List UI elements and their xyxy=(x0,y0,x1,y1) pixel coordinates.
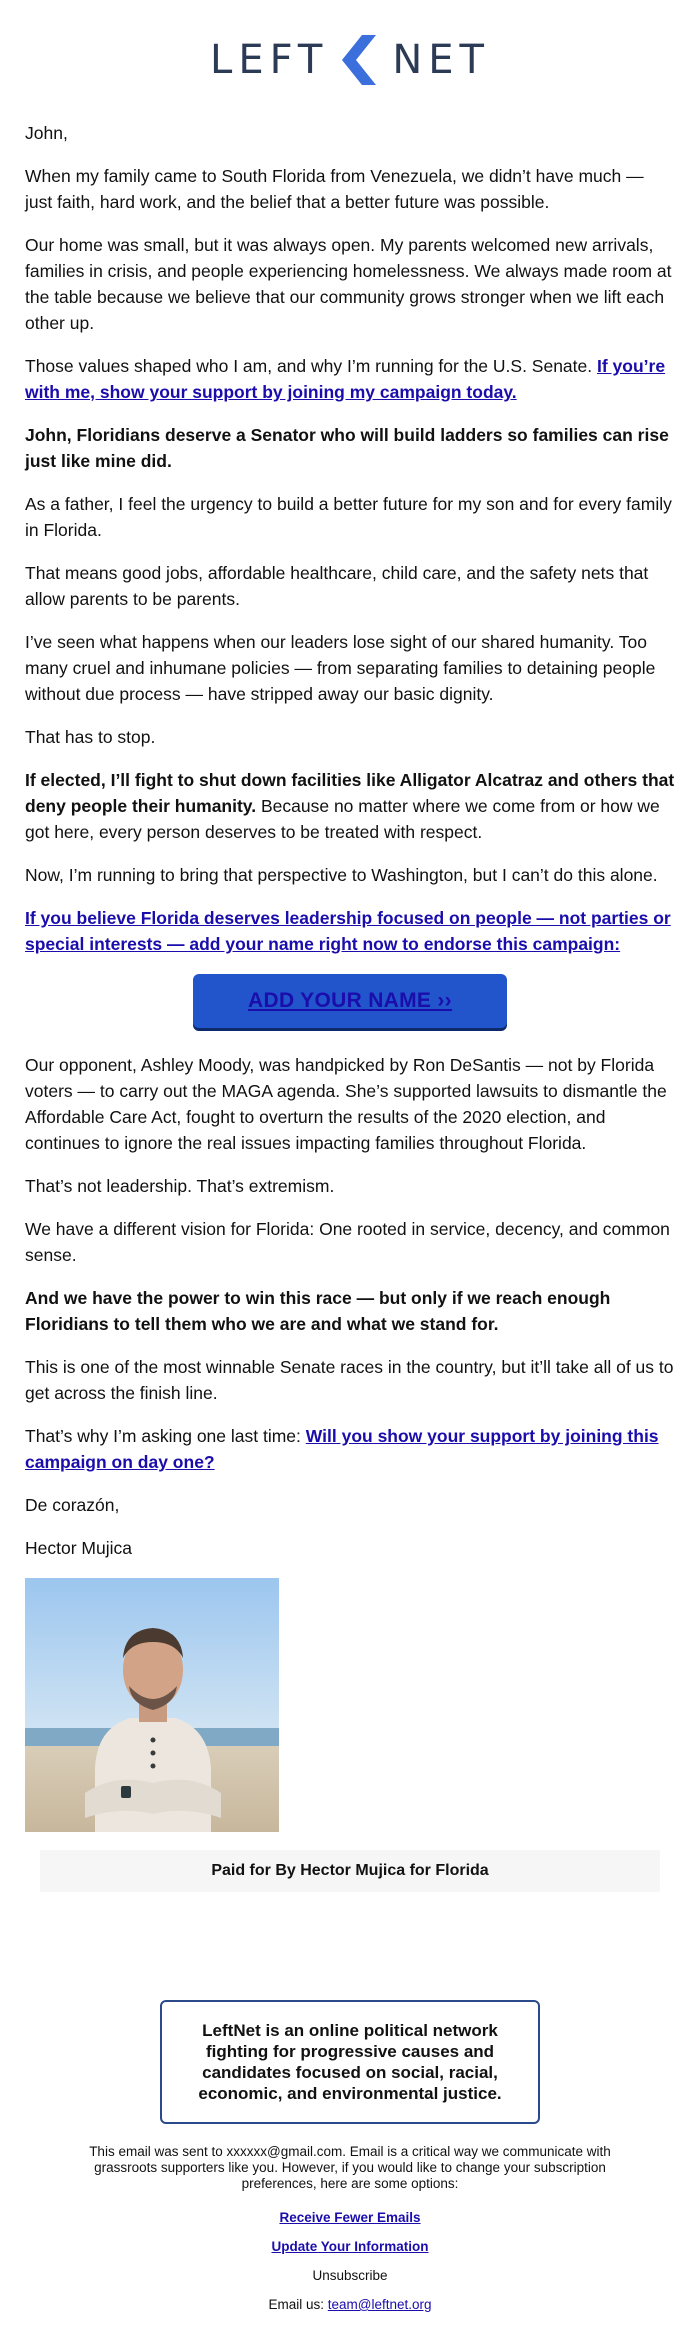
email-us-label: Email us: xyxy=(268,2297,324,2312)
paragraph: I’ve seen what happens when our leaders lose sight of our shared humanity. Too many cruel and inhumane policies — from separating families to detaining people without due process — have stripped away our basic dignity. xyxy=(25,632,656,704)
greeting: John, xyxy=(25,123,68,143)
paragraph: That’s not leadership. That’s extremism. xyxy=(25,1176,335,1196)
about-box: LeftNet is an online political network fighting for progressive causes and candidates focused on social, racial, economic, and environmental justice. xyxy=(160,2000,540,2124)
paragraph-text: That’s why I’m asking one last time: xyxy=(25,1426,301,1446)
logo-word-left: LEFT xyxy=(210,37,329,83)
paid-for-disclaimer: Paid for By Hector Mujica for Florida xyxy=(40,1850,660,1892)
paragraph: When my family came to South Florida from Venezuela, we didn’t have much — just faith, hard work, and the belief that a better future was possible. xyxy=(25,166,644,212)
endorse-campaign-link[interactable]: If you believe Florida deserves leadership focused on people — not parties or special interests — add your name right now to endorse this campaign: xyxy=(25,908,671,954)
paragraph xyxy=(25,422,675,474)
footer xyxy=(0,2144,700,2313)
paragraph: Our opponent, Ashley Moody, was handpicked by Ron DeSantis — not by Florida voters — to carry out the MAGA agenda. She’s supported lawsuits to dismantle the Affordable Care Act, fought to overturn the results of the 2020 election, and continues to ignore the real issues impacting families throughout Florida. xyxy=(25,1055,667,1153)
update-information-link[interactable]: Update Your Information xyxy=(271,2239,429,2254)
email-us-line xyxy=(60,2297,640,2313)
candidate-photo xyxy=(25,1578,279,1832)
logo-word-right: NET xyxy=(392,37,490,83)
paragraph: That has to stop. xyxy=(25,727,156,747)
bold-statement: John, Floridians deserve a Senator who will build ladders so families can rise just like mine did. xyxy=(25,425,669,471)
footer-note: This email was sent to xxxxxx@gmail.com. Email is a critical way we communicate with grassroots supporters like you. However, if you would like to change your subscription preferences, here are some options: xyxy=(89,2144,611,2191)
paragraph-text: Those values shaped who I am, and why I’m running for the U.S. Senate. xyxy=(25,356,593,376)
chevron-left-icon xyxy=(342,35,378,85)
email-address-link[interactable]: team@leftnet.org xyxy=(327,2297,432,2312)
add-your-name-button[interactable]: ADD YOUR NAME ›› xyxy=(193,974,507,1028)
paragraph: This is one of the most winnable Senate races in the country, but it’ll take all of us to get across the finish line. xyxy=(25,1357,674,1403)
unsubscribe-link[interactable]: Unsubscribe xyxy=(312,2268,388,2283)
paragraph: We have a different vision for Florida: One rooted in service, decency, and common sense. xyxy=(25,1219,670,1265)
letter-body xyxy=(0,120,700,1561)
paragraph xyxy=(25,353,675,405)
paragraph-text: Because no matter where we come from or how we got here, every person deserves to be treated with respect. xyxy=(25,796,660,842)
paragraph: Our home was small, but it was always open. My parents welcomed new arrivals, families in crisis, and people experiencing homelessness. We always made room at the table because we believe that our community grows stronger when we lift each other up. xyxy=(25,235,672,333)
paragraph xyxy=(25,1285,675,1337)
paragraph xyxy=(25,767,675,845)
join-day-one-link[interactable]: Will you show your support by joining this campaign on day one? xyxy=(25,1426,659,1472)
signoff: De corazón, xyxy=(25,1495,120,1515)
signature: Hector Mujica xyxy=(25,1538,132,1558)
bold-statement: If elected, I’ll fight to shut down facilities like Alligator Alcatraz and others that deny people their humanity. xyxy=(25,770,675,816)
paragraph: That means good jobs, affordable healthcare, child care, and the safety nets that allow parents to be parents. xyxy=(25,563,649,609)
paragraph: Now, I’m running to bring that perspective to Washington, but I can’t do this alone. xyxy=(25,865,658,885)
paragraph xyxy=(25,905,675,957)
bold-statement: And we have the power to win this race — but only if we reach enough Floridians to tell them who we are and what we stand for. xyxy=(25,1288,611,1334)
paragraph: As a father, I feel the urgency to build a better future for my son and for every family in Florida. xyxy=(25,494,672,540)
cta-row xyxy=(25,974,675,1028)
join-campaign-link[interactable]: If you’re with me, show your support by joining my campaign today. xyxy=(25,356,666,402)
receive-fewer-emails-link[interactable]: Receive Fewer Emails xyxy=(279,2210,421,2225)
leftnet-logo xyxy=(0,0,700,120)
paragraph xyxy=(25,1423,675,1475)
